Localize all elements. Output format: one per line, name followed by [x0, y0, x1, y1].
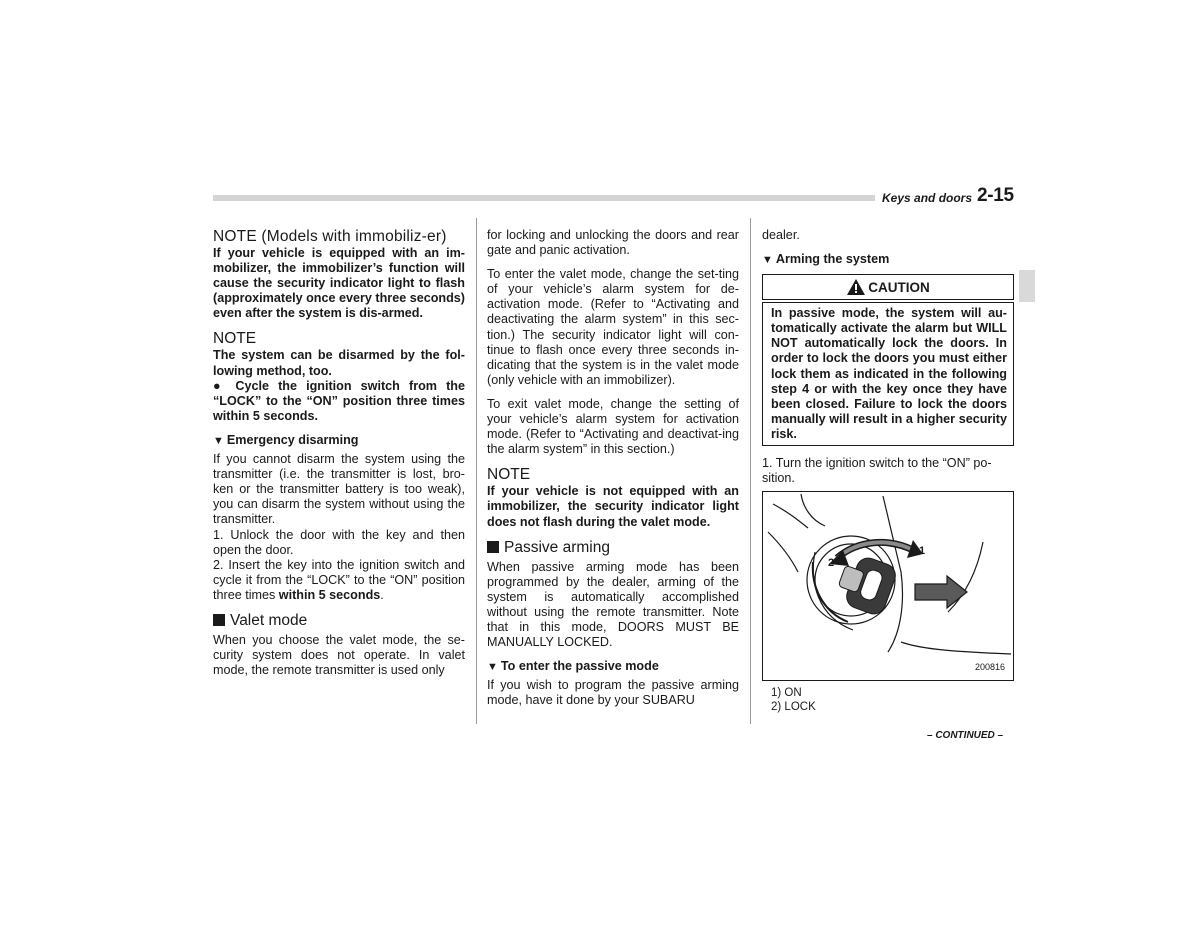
bullet-icon: ●	[213, 378, 236, 393]
subsection-heading-text: To enter the passive mode	[500, 659, 659, 674]
column-divider	[750, 218, 751, 724]
note-heading: NOTE (Models with immobiliz-er)	[213, 228, 447, 245]
paragraph: When you choose the valet mode, the se-curity system does not operate. In valet mode, the remote transmitter is used only	[213, 632, 465, 678]
figure-legend-on: 1) ON	[771, 687, 802, 700]
column-divider	[476, 218, 477, 724]
header-section-title: Keys and doors	[882, 191, 973, 205]
subsection-heading-text: Emergency disarming	[226, 432, 359, 447]
callout-2: 2	[828, 557, 835, 570]
paragraph: To exit valet mode, change the setting of your vehicle’s alarm system for activation mode. (Refer to “Activating and deactivat-ing the alarm system” in this section.)	[487, 396, 739, 457]
note-bullet-text: Cycle the ignition switch from the “LOCK” to the “ON” position three times within 5 seconds.	[213, 378, 465, 423]
header-rule	[213, 195, 875, 201]
figure-legend-lock: 2) LOCK	[771, 701, 816, 714]
note-body: The system can be disarmed by the fol-lowing method, too.	[213, 348, 465, 378]
continued-marker: – CONTINUED –	[927, 730, 1004, 741]
note-heading: NOTE	[487, 466, 531, 484]
ignition-switch-figure	[762, 491, 1014, 681]
section-heading-text: Passive arming	[504, 538, 610, 556]
figure-id: 200816	[974, 662, 1005, 673]
page-number: 2-15	[977, 185, 1014, 206]
subsection-heading	[487, 659, 739, 675]
step-2	[213, 558, 465, 603]
subsection-heading	[762, 252, 1014, 268]
step-1: 1. Unlock the door with the key and then open the door.	[213, 527, 465, 557]
step-2-text: 2. Insert the key into the ignition switch and cycle it from the “LOCK” to the “ON” position three times	[213, 557, 465, 602]
paragraph: for locking and unlocking the doors and rear gate and panic activation.	[487, 228, 739, 258]
triangle-down-icon: ▼	[487, 661, 498, 674]
paragraph: dealer.	[762, 228, 800, 242]
paragraph: To enter the valet mode, change the set-ting of your vehicle’s alarm system for de-activation mode. (Refer to “Activating and deactivating the alarm system” in this sec-tion.) The security indicator light will con-tinue to flash once every three seconds in-dicating that the system is in the valet mode (only vehicle with an immobilizer).	[487, 267, 739, 387]
square-bullet-icon	[213, 614, 225, 626]
subsection-heading-text: Arming the system	[775, 252, 890, 267]
caution-body: In passive mode, the system will au-tomatically activate the alarm but WILL NOT automatically lock the doors. In order to lock the doors you must either lock them as indicated in the following step 4 or with the key once they have been closed. Failure to lock the doors manually will result in a higher security risk.	[762, 302, 1014, 446]
step-1: 1. Turn the ignition switch to the “ON” po-sition.	[762, 456, 992, 486]
note-heading: NOTE	[213, 330, 257, 348]
paragraph: If you cannot disarm the system using the transmitter (i.e. the transmitter is lost, bro-ken or the transmitter battery is too weak), you can disarm the system without using the transmitter.	[213, 452, 465, 527]
section-heading-text: Valet mode	[230, 611, 308, 629]
column-left	[213, 228, 465, 687]
caution-header	[762, 274, 1014, 300]
paragraph: If you wish to program the passive arming mode, have it done by your SUBARU	[487, 678, 739, 708]
caution-label: CAUTION	[868, 279, 930, 295]
section-heading	[213, 612, 465, 630]
step-2-emphasis: within 5 seconds	[278, 587, 381, 602]
callout-1: 1	[919, 545, 926, 558]
note-bullet	[213, 379, 465, 424]
warning-triangle-icon	[846, 278, 866, 296]
note-body: If your vehicle is not equipped with an immobilizer, the security indicator light does not flash during the valet mode.	[487, 484, 739, 529]
note-body: If your vehicle is equipped with an im-mobilizer, the immobilizer’s function will cause the security indicator light to flash (approximately once every three seconds) even after the system is dis-armed.	[213, 246, 465, 321]
triangle-down-icon: ▼	[762, 254, 773, 267]
paragraph: When passive arming mode has been programmed by the dealer, arming of the system is automatically accomplished without using the remote transmitter. Note that in this mode, DOORS MUST BE MANUALLY LOCKED.	[487, 559, 739, 650]
triangle-down-icon: ▼	[213, 434, 224, 447]
column-middle	[487, 228, 739, 717]
chapter-thumb-tab	[1019, 270, 1035, 302]
column-right	[762, 228, 1014, 714]
subsection-heading	[213, 433, 465, 449]
ignition-illustration	[763, 492, 1013, 680]
section-heading	[487, 539, 739, 557]
square-bullet-icon	[487, 541, 499, 553]
step-2-end: .	[380, 587, 384, 602]
